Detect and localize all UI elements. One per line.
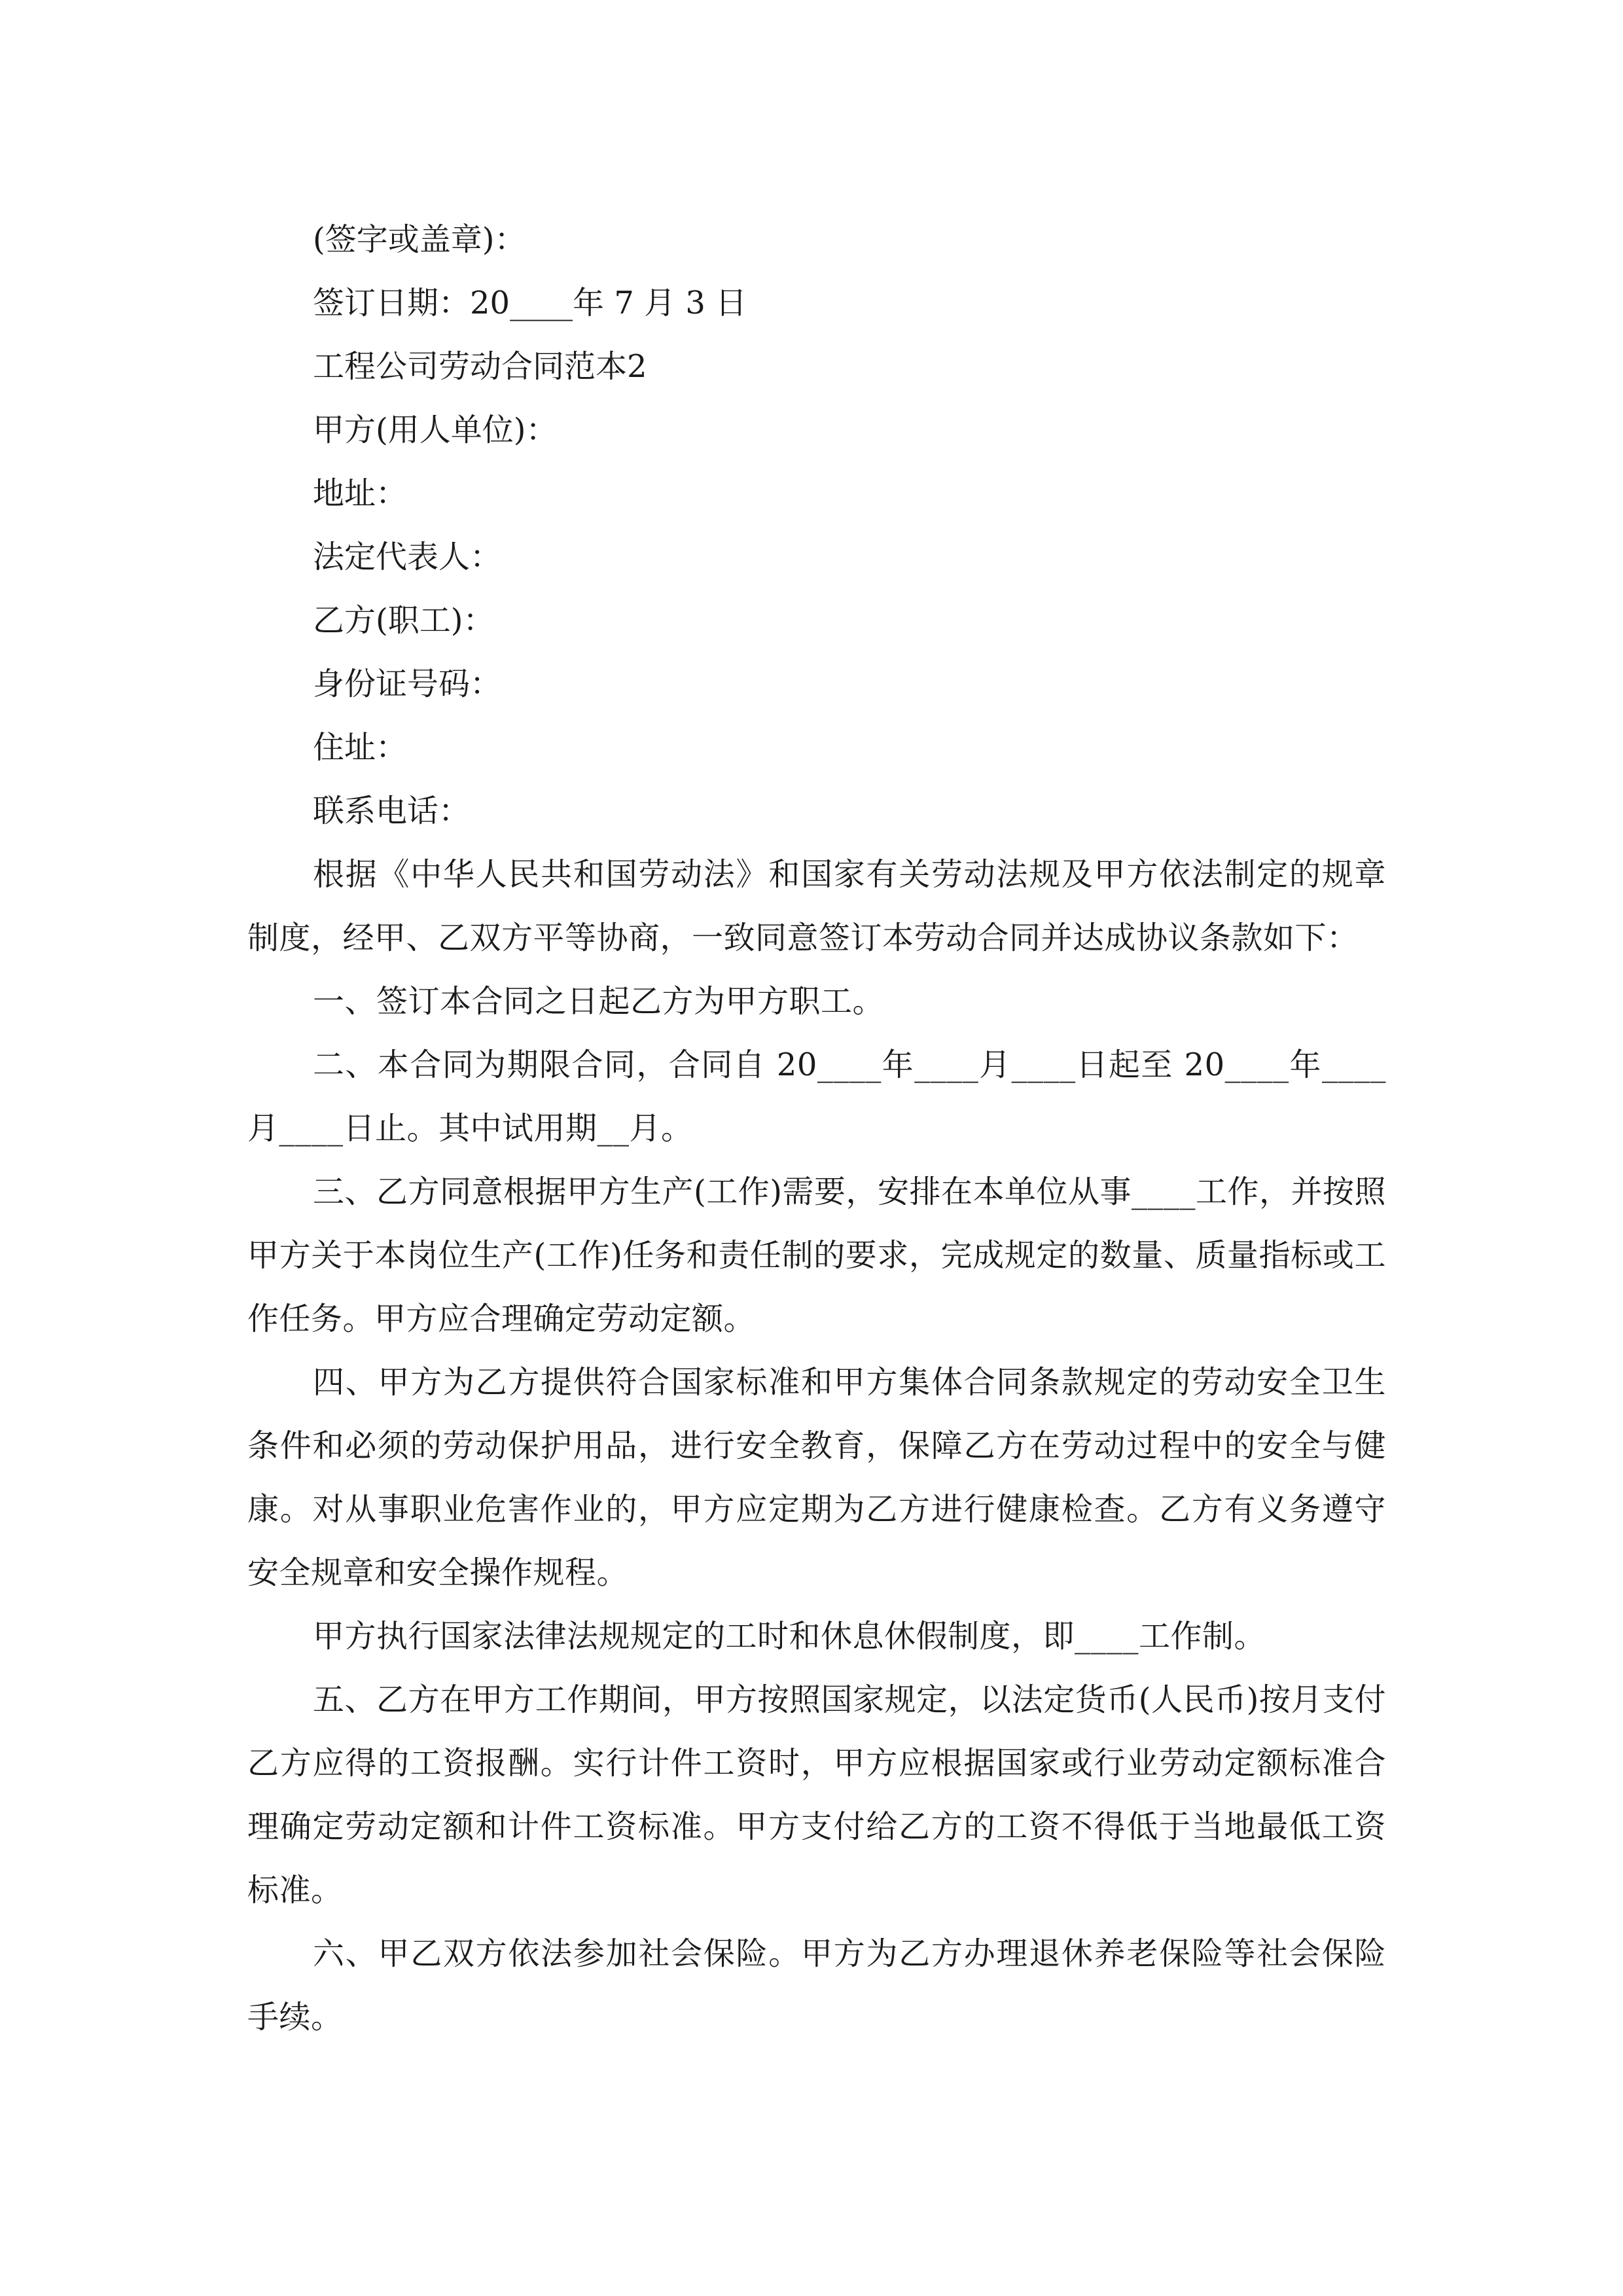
- work-hours-paragraph: 甲方执行国家法律法规规定的工时和休息休假制度，即____工作制。: [313, 1618, 1266, 1655]
- legal-rep-line: 法定代表人：: [313, 539, 502, 575]
- document-body: [247, 208, 1386, 2049]
- address-line: 地址：: [313, 475, 408, 512]
- clause-3-paragraph: 三、乙方同意根据甲方生产(工作)需要，安排在本单位从事____工作，并按照甲方关于本岗位生产(工作)任务和责任制的要求，完成规定的数量、质量指标或工作任务。甲方应合理确定劳动定额。: [247, 1174, 1386, 1337]
- id-number-line: 身份证号码：: [313, 666, 502, 702]
- phone-line: 联系电话：: [313, 793, 471, 829]
- residence-line: 住址：: [313, 729, 408, 766]
- clause-4-paragraph: 四、甲方为乙方提供符合国家标准和甲方集体合同条款规定的劳动安全卫生条件和必须的劳动保护用品，进行安全教育，保障乙方在劳动过程中的安全与健康。对从事职业危害作业的，甲方应定期为乙方进行健康检查。乙方有义务遵守安全规章和安全操作规程。: [247, 1364, 1386, 1591]
- clause-1-paragraph: 一、签订本合同之日起乙方为甲方职工。: [313, 983, 885, 1020]
- party-a-line: 甲方(用人单位)：: [313, 412, 558, 448]
- party-b-line: 乙方(职工)：: [313, 602, 495, 639]
- sign-date-line: 签订日期：20____年 7 月 3 日: [313, 285, 747, 321]
- signature-line: (签字或盖章)：: [313, 221, 526, 258]
- clause-5-paragraph: 五、乙方在甲方工作期间，甲方按照国家规定，以法定货币(人民币)按月支付乙方应得的工资报酬。实行计件工资时，甲方应根据国家或行业劳动定额标准合理确定劳动定额和计件工资标准。甲方支付给乙方的工资不得低于当地最低工资标准。: [247, 1681, 1386, 1909]
- intro-paragraph: 根据《中华人民共和国劳动法》和国家有关劳动法规及甲方依法制定的规章制度，经甲、乙双方平等协商，一致同意签订本劳动合同并达成协议条款如下：: [247, 856, 1386, 956]
- clause-6-paragraph: 六、甲乙双方依法参加社会保险。甲方为乙方办理退休养老保险等社会保险手续。: [247, 1935, 1386, 2036]
- clause-2-paragraph: 二、本合同为期限合同，合同自 20____年____月____日起至 20____年____月____日止。其中试用期__月。: [247, 1047, 1386, 1147]
- document-title: 工程公司劳动合同范本2: [313, 348, 647, 385]
